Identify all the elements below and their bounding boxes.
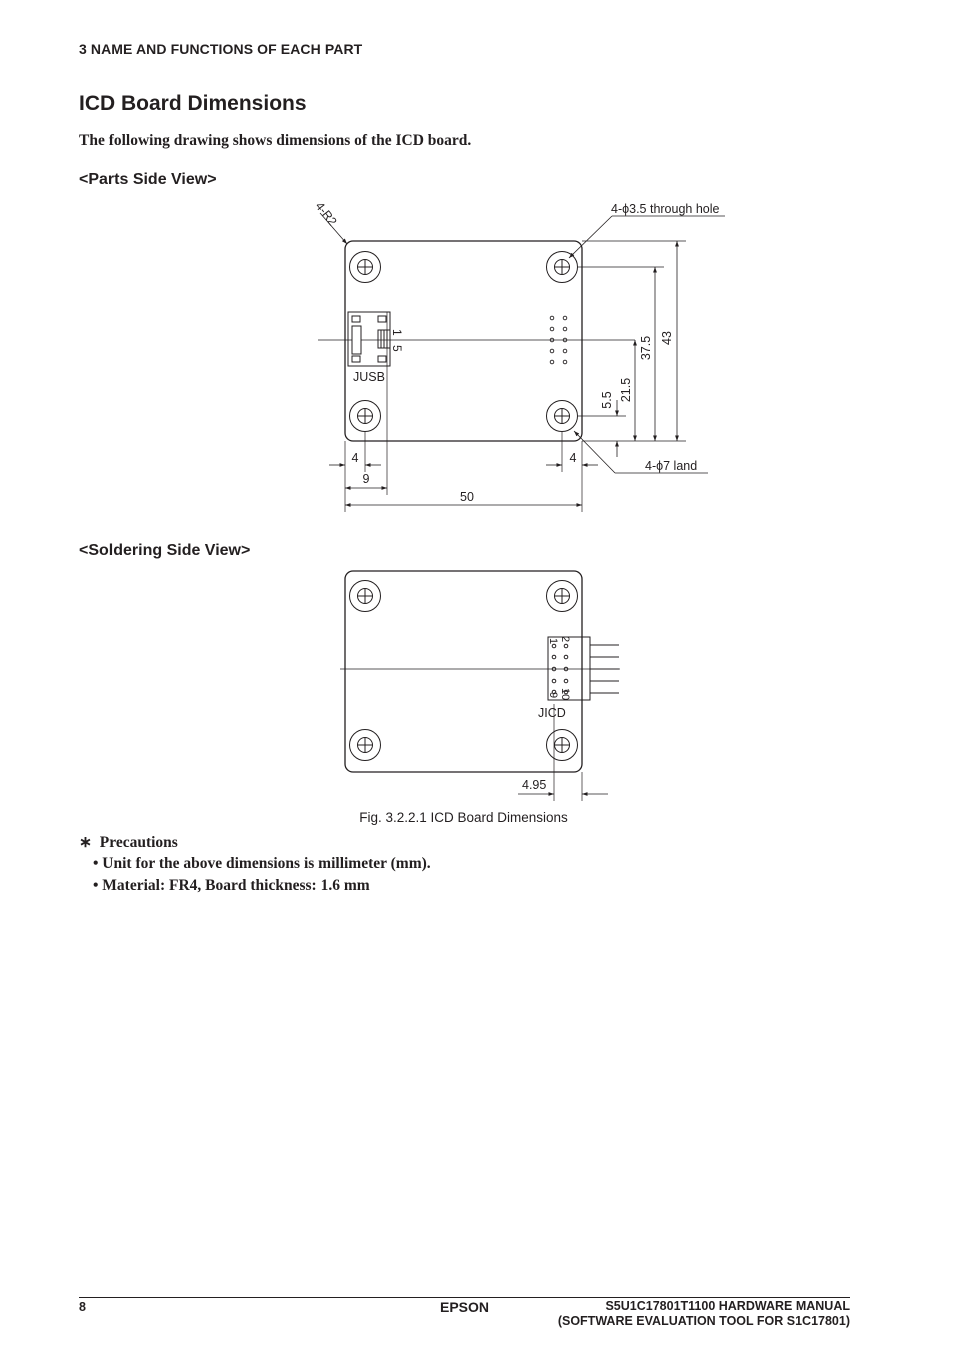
jusb-pin-5-label: 5 (390, 345, 404, 352)
running-head: 3 NAME AND FUNCTIONS OF EACH PART (79, 41, 363, 57)
mounting-hole (547, 401, 578, 432)
jicd-pin-9-label: 9 (547, 692, 559, 699)
figure-caption: Fig. 3.2.2.1 ICD Board Dimensions (359, 810, 568, 825)
dim-width: 50 (460, 490, 474, 504)
intro-text: The following drawing shows dimensions of the ICD board. (79, 132, 472, 149)
land-label: 4-ϕ7 land (645, 459, 698, 473)
mounting-hole (547, 252, 578, 283)
jicd-pin-1-label: 1 (547, 638, 559, 645)
mounting-hole (350, 401, 381, 432)
page-title: ICD Board Dimensions (79, 92, 307, 115)
parts-side-heading: <Parts Side View> (79, 171, 217, 188)
mounting-hole (547, 581, 578, 612)
dim-overhang: 4.95 (522, 778, 547, 792)
dim-height: 43 (660, 331, 674, 345)
dim-left-offset: 4 (351, 451, 359, 465)
dim-top-hole: 37.5 (639, 335, 653, 361)
page-number: 8 (79, 1300, 86, 1314)
jicd-label: JICD (538, 706, 566, 720)
precautions-title (79, 833, 178, 852)
dim-connector-x: 9 (362, 472, 370, 486)
jusb-pin-1-label: 1 (390, 329, 404, 336)
soldering-side-heading: <Soldering Side View> (79, 542, 251, 559)
footer-brand: EPSON (440, 1299, 490, 1315)
precaution-item: • Unit for the above dimensions is millimeter (mm). (93, 855, 431, 872)
corner-radius-label: 4-R2 (312, 199, 340, 229)
precautions-label: Precautions (99, 834, 178, 851)
mounting-hole (547, 730, 578, 761)
dim-connector-y: 21.5 (619, 377, 633, 403)
jicd-pin-10-label: 10 (559, 688, 571, 701)
mounting-hole (350, 581, 381, 612)
footer-rule (79, 1297, 850, 1298)
through-hole-label: 4-ϕ3.5 through hole (611, 202, 720, 216)
jicd-connector (548, 637, 619, 700)
precautions-mark: ∗ (79, 834, 92, 851)
soldering-side-view (340, 571, 620, 801)
dim-right-offset: 4 (569, 451, 577, 465)
mounting-hole (350, 252, 381, 283)
jusb-connector (348, 312, 390, 366)
jusb-label: JUSB (353, 370, 385, 384)
doc-title-line2: (SOFTWARE EVALUATION TOOL FOR S1C17801) (557, 1314, 850, 1328)
mounting-hole (350, 730, 381, 761)
precaution-item: • Material: FR4, Board thickness: 1.6 mm (93, 877, 370, 894)
jicd-pin-2-label: 2 (559, 636, 571, 643)
doc-title-line1: S5U1C17801T1100 HARDWARE MANUAL (605, 1299, 850, 1313)
footer-doc-title (558, 1299, 850, 1329)
dim-bottom-hole: 5.5 (600, 391, 614, 409)
